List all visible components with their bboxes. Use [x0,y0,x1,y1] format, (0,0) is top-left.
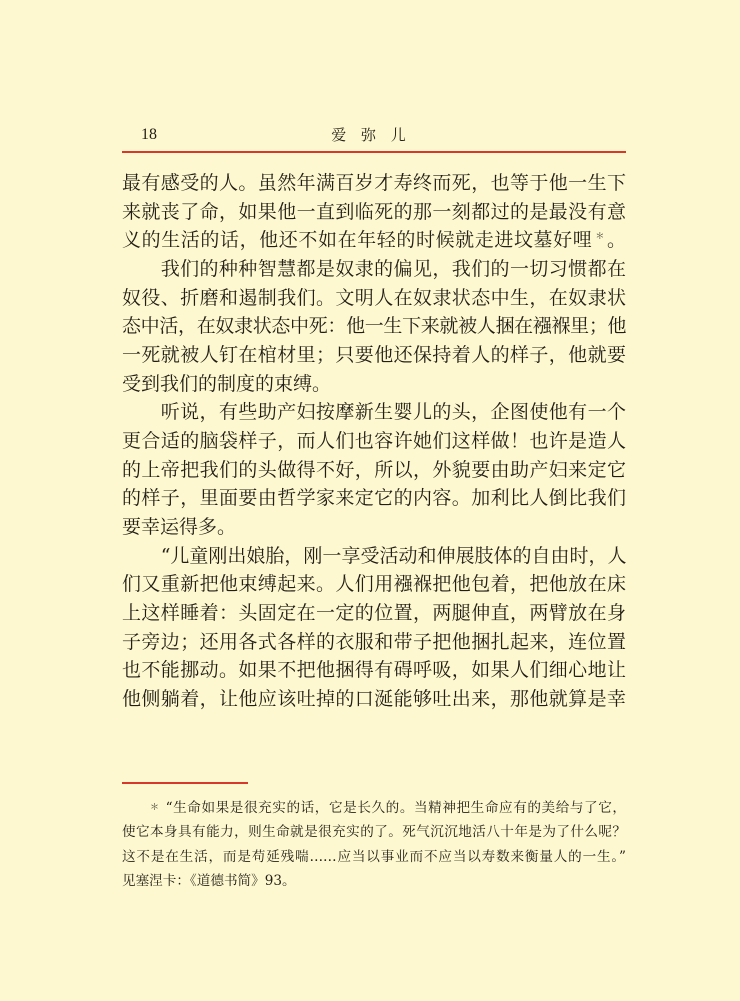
footnote-line-content: “生命如果是很充实的话，它是长久的。当精神把生命应有的美给与了它， [165,800,626,816]
header-rule [122,151,626,153]
footnote-line [122,796,626,820]
footnote-rule [122,782,248,784]
text-line: 子旁边；还用各式各样的衣服和带子把他捆扎起来，连位置 [122,630,626,653]
text-line-tail: 。 [606,229,626,252]
text-line: 的样子，里面要由哲学家来定它的内容。加利比人倒比我们 [122,487,626,510]
text-line: 最有感受的人。虽然年满百岁才寿终而死，也等于他一生下 [122,172,626,194]
text-line: 他侧躺着，让他应该吐掉的口涎能够吐出来，那他就算是幸 [122,687,626,710]
text-line: 听说，有些助产妇按摩新生婴儿的头，企图使他有一个 [160,401,626,424]
paragraph-4 [122,542,626,714]
body-text [122,169,626,713]
text-line: 们又重新把他束缚起来。人们用襁褓把他包着，把他放在床 [122,573,626,596]
text-line: 态中活，在奴隶状态中死：他一生下来就被人捆在襁褓里；他 [122,315,626,338]
text-line: 我们的种种智慧都是奴隶的偏见，我们的一切习惯都在 [160,257,626,280]
paragraph-2 [122,255,626,398]
text-line: 的上帝把我们的头做得不好，所以，外貌要由助产妇来定它 [122,458,626,481]
text-line [122,226,626,255]
text-line: 要幸运得多。 [122,515,237,538]
footnote [122,796,626,894]
paragraph-3 [122,398,626,541]
footnote-line: 见塞涅卡：《道德书简》93。 [122,873,296,890]
page-number: 18 [141,126,157,143]
running-title: 爱 弥 儿 [331,126,409,144]
text-line: 奴役、折磨和遏制我们。文明人在奴隶状态中生，在奴隶状 [122,286,626,309]
paragraph-1 [122,169,626,255]
footnote-line: 使它本身具有能力，则生命就是很充实的了。死气沉沉地活八十年是为了什么呢？ [122,824,626,841]
text-line: 来就丧了命，如果他一直到临死的那一刻都过的是最没有意 [122,200,626,223]
text-line: 也不能挪动。如果不把他捆得有碍呼吸，如果人们细心地让 [122,659,626,682]
text-line: 更合适的脑袋样子，而人们也容许她们这样做！也许是造人 [122,429,626,452]
text-line: 受到我们的制度的束缚。 [122,372,332,395]
text-line: “儿童刚出娘胎，刚一享受活动和伸展肢体的自由时，人 [160,544,626,567]
footnote-line: 这不是在生活，而是苟延残喘……应当以事业而不应当以寿数来衡量人的一生。” [122,848,626,865]
footnote-reference: ＊ [595,232,605,243]
text-line-content: 义的生活的话，他还不如在年轻的时候就走进坟墓好哩 [122,229,593,252]
text-line: 上这样睡着：头固定在一定的位置，两腿伸直，两臂放在身 [122,601,626,624]
footnote-marker: ＊ [150,803,160,813]
text-line: 一死就被人钉在棺材里；只要他还保持着人的样子，他就要 [122,343,626,366]
